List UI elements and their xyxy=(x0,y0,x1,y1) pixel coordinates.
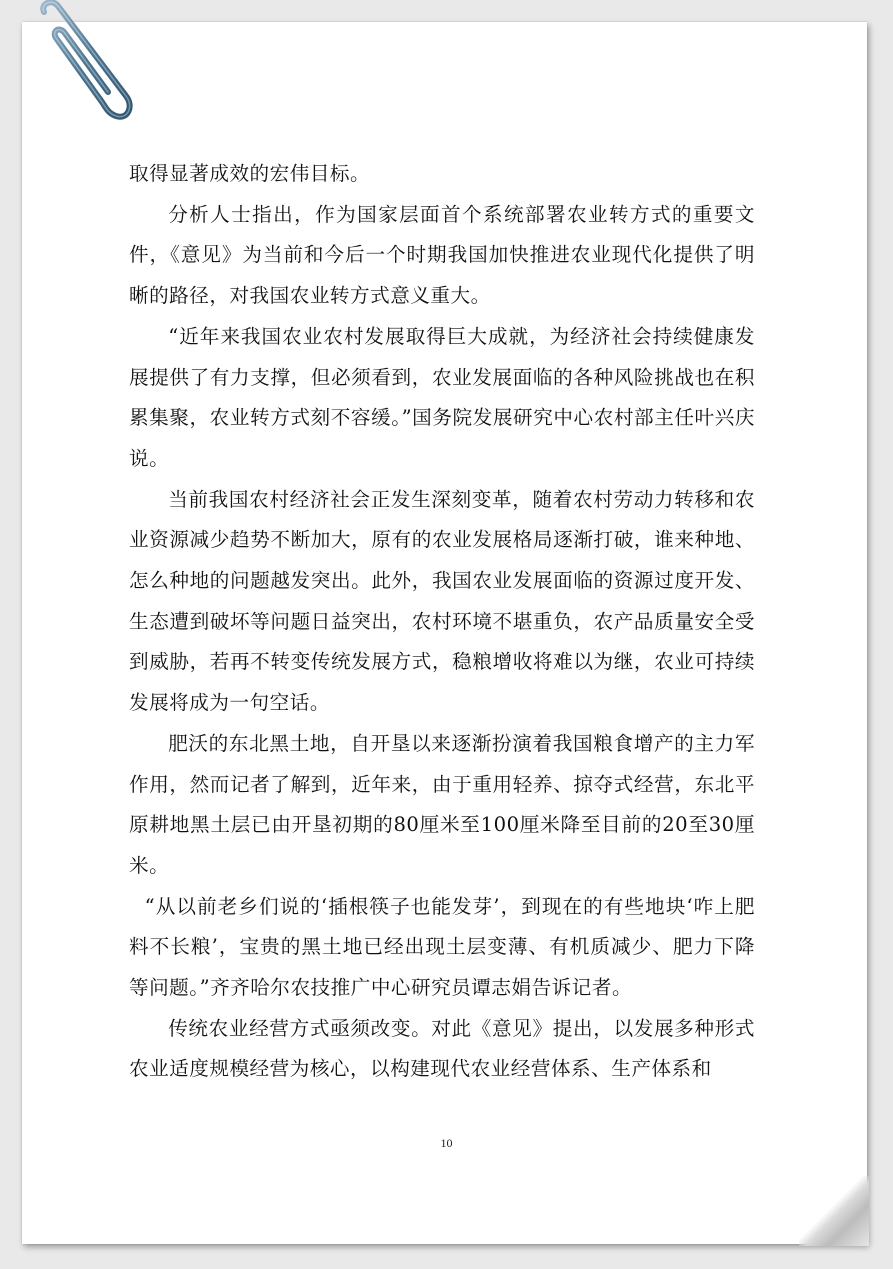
paragraph: “从以前老乡们说的‘插根筷子也能发芽’，到现在的有些地块‘咋上肥料不长粮’，宝贵的黑土地已经出现土层变薄、有机质减少、肥力下降等问题。”齐齐哈尔农技推广中心研究员谭志娟告诉记者。 xyxy=(129,894,755,1000)
page-number: 10 xyxy=(440,1136,453,1150)
paragraph: 当前我国农村经济社会正发生深刻变革，随着农村劳动力转移和农业资源减少趋势不断加大，原有的农业发展格局逐渐打破，谁来种地、怎么种地的问题越发突出。此外，我国农业发展面临的资源过度开发、生态遭到破坏等问题日益突出，农村环境不堪重负，农产品质量安全受到威胁，若再不转变传统发展方式，稳粮增收将难以为继，农业可持续发展将成为一句空话。 xyxy=(129,487,755,715)
page-curl xyxy=(799,1176,869,1246)
paragraph: 肥沃的东北黑土地，自开垦以来逐渐扮演着我国粮食增产的主力军作用，然而记者了解到，近年来，由于重用轻养、掠夺式经营，东北平原耕地黑土层已由开垦初期的80厘米至100厘米降至目前的20至30厘米。 xyxy=(129,731,755,877)
paperclip-icon xyxy=(34,0,138,124)
paragraph: 取得显著成效的宏伟目标。 xyxy=(129,162,371,185)
body-text xyxy=(129,154,755,1090)
paragraph: “近年来我国农业农村发展取得巨大成就，为经济社会持续健康发展提供了有力支撑，但必须看到，农业发展面临的各种风险挑战也在积累集聚，农业转方式刻不容缓。”国务院发展研究中心农村部主任叶兴庆说。 xyxy=(129,324,755,470)
paragraph: 分析人士指出，作为国家层面首个系统部署农业转方式的重要文件，《意见》为当前和今后一个时期我国加快推进农业现代化提供了明晰的路径，对我国农业转方式意义重大。 xyxy=(129,202,755,308)
paragraph: 传统农业经营方式亟须改变。对此《意见》提出，以发展多种形式农业适度规模经营为核心，以构建现代农业经营体系、生产体系和 xyxy=(129,1016,755,1081)
